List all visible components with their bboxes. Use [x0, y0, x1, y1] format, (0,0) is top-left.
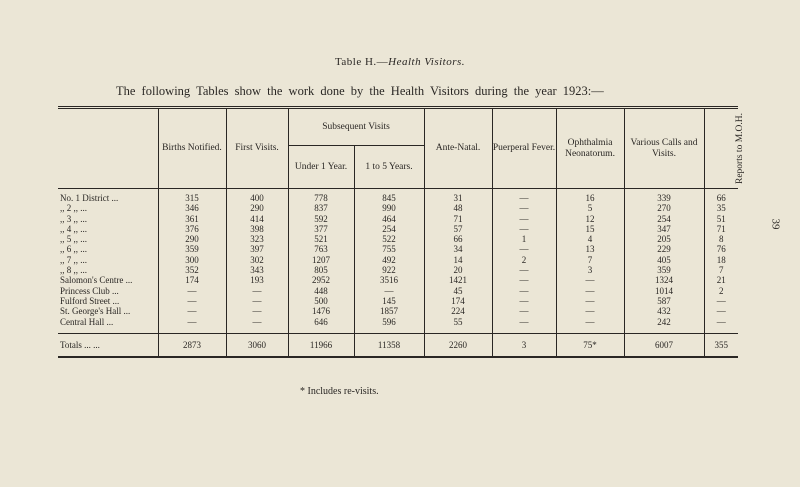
- table-cell: 3: [492, 333, 556, 357]
- row-label: Central Hall ...: [60, 316, 114, 327]
- table-cell: 6007: [624, 333, 704, 357]
- table-cell: 71: [424, 214, 492, 224]
- table-cell: 254: [354, 224, 424, 234]
- table-cell: 339: [624, 189, 704, 204]
- table-cell: 361: [158, 214, 226, 224]
- row-label: Fulford Street ...: [60, 295, 120, 306]
- table-cell: 51: [704, 214, 738, 224]
- table-cell: 464: [354, 214, 424, 224]
- row-label: No. 1 District ...: [60, 193, 119, 203]
- table-cell: —: [492, 214, 556, 224]
- table-row: [58, 317, 738, 334]
- table-cell: —: [492, 244, 556, 254]
- table-cell: —: [556, 275, 624, 285]
- table-cell: 13: [556, 244, 624, 254]
- header-first-visits: First Visits.: [226, 108, 288, 189]
- table-cell: —: [492, 265, 556, 275]
- row-label: ,, 6 ,, ...: [60, 244, 87, 255]
- table-cell: 2260: [424, 333, 492, 357]
- table-cell: 71: [704, 224, 738, 234]
- table-cell: 66: [704, 189, 738, 204]
- header-ante-natal: Ante-Natal.: [424, 108, 492, 189]
- table-cell: —: [556, 286, 624, 296]
- table-row: [58, 189, 738, 204]
- table-row: [58, 244, 738, 254]
- table-row: [58, 203, 738, 213]
- table-cell: 352: [158, 265, 226, 275]
- table-cell: 55: [424, 317, 492, 334]
- row-label: ,, 2 ,, ...: [60, 203, 87, 214]
- table-cell: —: [354, 286, 424, 296]
- table-cell: 20: [424, 265, 492, 275]
- table-cell: 4: [556, 234, 624, 244]
- table-row: [58, 224, 738, 234]
- table-cell: 290: [158, 234, 226, 244]
- table-cell: 174: [424, 296, 492, 306]
- table-cell: 323: [226, 234, 288, 244]
- health-visitors-table: [58, 106, 745, 358]
- table-cell: 12: [556, 214, 624, 224]
- table-cell: 398: [226, 224, 288, 234]
- table-cell: 1421: [424, 275, 492, 285]
- table-cell: —: [492, 275, 556, 285]
- table-cell: 376: [158, 224, 226, 234]
- header-under-1-year: Under 1 Year.: [288, 146, 354, 189]
- table-cell: 3516: [354, 275, 424, 285]
- table-cell: 377: [288, 224, 354, 234]
- table-cell: 1324: [624, 275, 704, 285]
- table-cell: 1014: [624, 286, 704, 296]
- table-cell: 254: [624, 214, 704, 224]
- table-cell: —: [226, 317, 288, 334]
- table-cell: —: [556, 296, 624, 306]
- table-cell: 432: [624, 306, 704, 316]
- table-cell: 193: [226, 275, 288, 285]
- table-cell: 11358: [354, 333, 424, 357]
- table-cell: —: [704, 317, 738, 334]
- table-cell: —: [158, 296, 226, 306]
- table-cell: 596: [354, 317, 424, 334]
- header-subsequent-visits: Subsequent Visits: [288, 108, 424, 146]
- table-cell: 400: [226, 189, 288, 204]
- header-1-to-5-years: 1 to 5 Years.: [354, 146, 424, 189]
- table-cell: 7: [704, 265, 738, 275]
- table-cell: —: [492, 306, 556, 316]
- row-label: ,, 5 ,, ...: [60, 234, 87, 245]
- table-cell: 45: [424, 286, 492, 296]
- table-cell: 778: [288, 189, 354, 204]
- table-cell: —: [492, 203, 556, 213]
- table-cell: —: [492, 296, 556, 306]
- header-births: Births Notified.: [158, 108, 226, 189]
- header-reports-text: Reports to M.O.H.: [734, 113, 745, 184]
- table-cell: 592: [288, 214, 354, 224]
- table-cell: 290: [226, 203, 288, 213]
- table-cell: 448: [288, 286, 354, 296]
- table-cell: 492: [354, 255, 424, 265]
- table-cell: —: [492, 189, 556, 204]
- table-cell: 646: [288, 317, 354, 334]
- table-cell: 7: [556, 255, 624, 265]
- table-cell: 3: [556, 265, 624, 275]
- table-cell: —: [158, 306, 226, 316]
- table-cell: 174: [158, 275, 226, 285]
- table-title-italic: Health Visitors.: [388, 56, 466, 68]
- table-title-prefix: Table H.—: [334, 56, 389, 68]
- row-label: Salomon's Centre ...: [60, 275, 133, 286]
- table-cell: 31: [424, 189, 492, 204]
- table-cell: 343: [226, 265, 288, 275]
- table-cell: 1: [492, 234, 556, 244]
- table-cell: 11966: [288, 333, 354, 357]
- table-cell: 405: [624, 255, 704, 265]
- table-cell: 315: [158, 189, 226, 204]
- table-cell: 500: [288, 296, 354, 306]
- table-cell: 1207: [288, 255, 354, 265]
- page-number: 39: [769, 218, 782, 230]
- table-cell: 414: [226, 214, 288, 224]
- table-cell: —: [226, 286, 288, 296]
- table-cell: —: [158, 317, 226, 334]
- table-title: [0, 56, 800, 68]
- table-cell: 76: [704, 244, 738, 254]
- table-cell: 48: [424, 203, 492, 213]
- table-row: [58, 306, 738, 316]
- table-cell: 224: [424, 306, 492, 316]
- table-cell: 75*: [556, 333, 624, 357]
- table-cell: 922: [354, 265, 424, 275]
- table-cell: —: [704, 306, 738, 316]
- table-cell: 242: [624, 317, 704, 334]
- table-cell: 837: [288, 203, 354, 213]
- table-cell: 5: [556, 203, 624, 213]
- table-cell: —: [492, 224, 556, 234]
- header-reports: [704, 108, 745, 189]
- header-various-calls: Various Calls and Visits.: [624, 108, 704, 189]
- table-cell: —: [556, 306, 624, 316]
- table-cell: 2873: [158, 333, 226, 357]
- table-cell: 3060: [226, 333, 288, 357]
- table-cell: 805: [288, 265, 354, 275]
- table-row: [58, 275, 738, 285]
- table-cell: 300: [158, 255, 226, 265]
- table-cell: —: [226, 296, 288, 306]
- table-row: [58, 286, 738, 296]
- table-cell: —: [226, 306, 288, 316]
- header-blank: [58, 108, 158, 189]
- row-label: Princess Club ...: [60, 285, 119, 296]
- table-body: [58, 189, 738, 357]
- table-row: [58, 265, 738, 275]
- header-puerperal-fever: Puerperal Fever.: [492, 108, 556, 189]
- table-cell: 845: [354, 189, 424, 204]
- table-cell: 755: [354, 244, 424, 254]
- table-cell: 15: [556, 224, 624, 234]
- table-cell: 2: [704, 286, 738, 296]
- table-cell: —: [158, 286, 226, 296]
- row-label: ,, 7 ,, ...: [60, 254, 87, 265]
- table-row: [58, 214, 738, 224]
- table-cell: 359: [624, 265, 704, 275]
- table-cell: 397: [226, 244, 288, 254]
- table-cell: 2: [492, 255, 556, 265]
- table-cell: 355: [704, 333, 738, 357]
- table-cell: 302: [226, 255, 288, 265]
- table-cell: 270: [624, 203, 704, 213]
- table-cell: 145: [354, 296, 424, 306]
- table-cell: 14: [424, 255, 492, 265]
- row-label: ,, 4 ,, ...: [60, 223, 87, 234]
- table-cell: 57: [424, 224, 492, 234]
- table-cell: —: [704, 296, 738, 306]
- table-cell: 66: [424, 234, 492, 244]
- table-row: [58, 255, 738, 265]
- table-cell: 346: [158, 203, 226, 213]
- table-cell: 1476: [288, 306, 354, 316]
- table-cell: 35: [704, 203, 738, 213]
- table-cell: 8: [704, 234, 738, 244]
- header-ophthalmia: Ophthalmia Neonatorum.: [556, 108, 624, 189]
- table-cell: 359: [158, 244, 226, 254]
- row-label: St. George's Hall ...: [60, 306, 131, 317]
- table-cell: 21: [704, 275, 738, 285]
- table-row: [58, 234, 738, 244]
- totals-row: [58, 333, 738, 357]
- table-cell: 1857: [354, 306, 424, 316]
- row-label: ,, 3 ,, ...: [60, 213, 87, 224]
- table-cell: —: [492, 317, 556, 334]
- table-cell: 763: [288, 244, 354, 254]
- table-cell: 18: [704, 255, 738, 265]
- row-label: ,, 8 ,, ...: [60, 265, 87, 276]
- intro-text: The following Tables show the work done by the Health Visitors during the year 1923:—: [116, 84, 604, 98]
- table-cell: 229: [624, 244, 704, 254]
- footnote: * Includes re-visits.: [300, 386, 379, 397]
- table-cell: 16: [556, 189, 624, 204]
- table-cell: 522: [354, 234, 424, 244]
- table-cell: 990: [354, 203, 424, 213]
- table-cell: 587: [624, 296, 704, 306]
- row-label: Totals ... ...: [58, 333, 158, 357]
- table-cell: 34: [424, 244, 492, 254]
- table-cell: —: [492, 286, 556, 296]
- table-cell: 347: [624, 224, 704, 234]
- table-cell: —: [556, 317, 624, 334]
- table-cell: 205: [624, 234, 704, 244]
- table-row: [58, 296, 738, 306]
- table-cell: 521: [288, 234, 354, 244]
- table-cell: 2952: [288, 275, 354, 285]
